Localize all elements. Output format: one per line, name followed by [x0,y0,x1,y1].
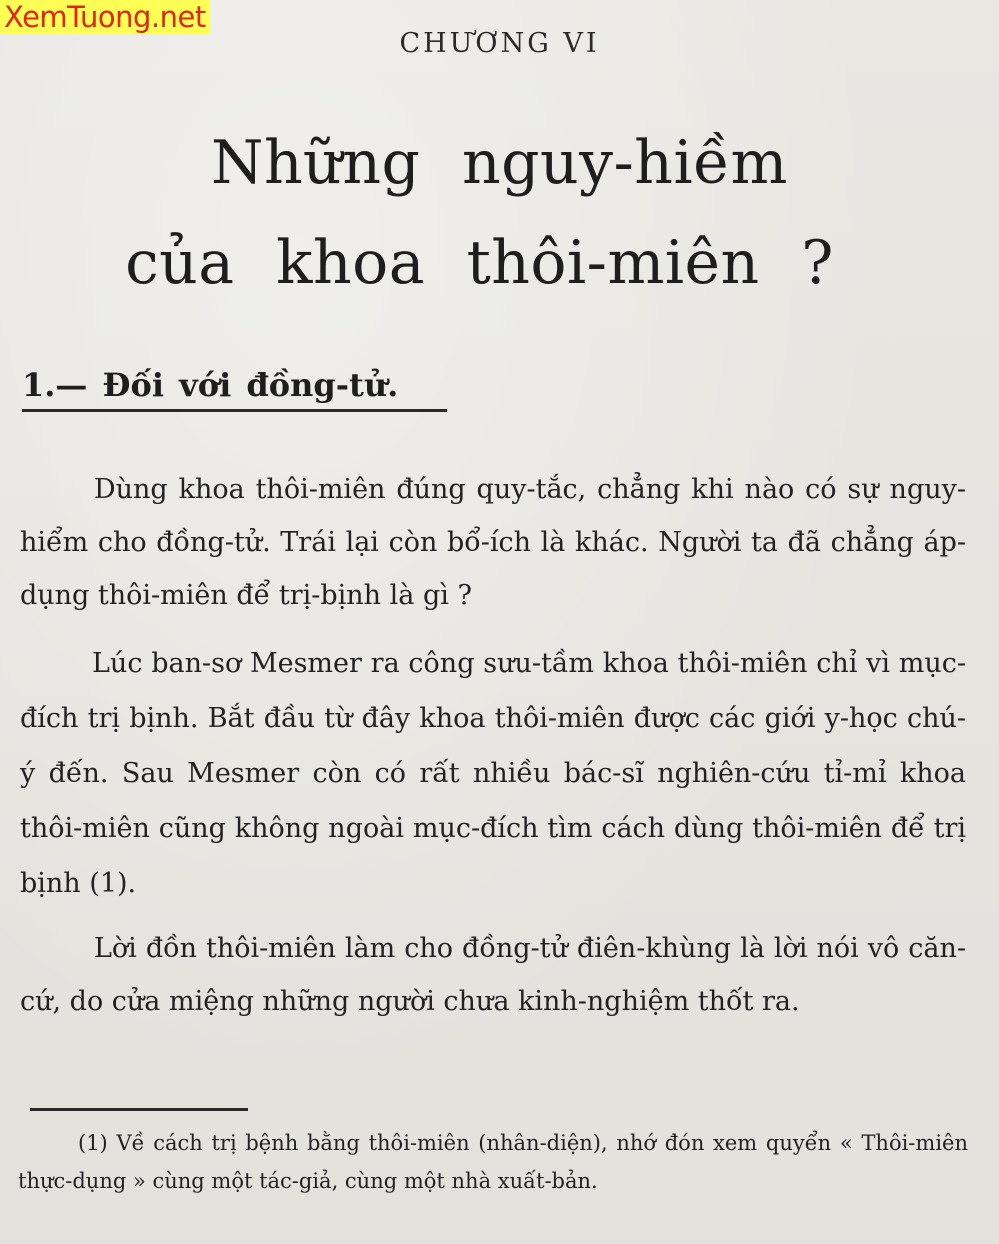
paragraph-2: Lúc ban-sơ Mesmer ra công sưu-tầm khoa thôi-miên chỉ vì mục-đích trị bịnh. Bắt đầu từ đây khoa thôi-miên được các giới y-học chú-ý đến. Sau Mesmer còn có rất nhiều bác-sĩ nghiên-cứu tỉ-mỉ khoa thôi-miên cũng không ngoài mục-đích tìm cách dùng thôi-miên để trị bịnh (1). [20,648,966,899]
footnote-separator [30,1108,248,1111]
paragraph-3: Lời đồn thôi-miên làm cho đồng-tử điên-khùng là lời nói vô căn-cứ, do cửa miệng những người chưa kinh-nghiệm thốt ra. [20,933,966,1017]
section-heading: 1.— Đối với đồng-tử. [22,366,399,404]
section-underline [22,409,447,412]
paragraph-1: Dùng khoa thôi-miên đúng quy-tắc, chẳng khi nào có sự nguy-hiểm cho đồng-tử. Trái lại còn bổ-ích là khác. Người ta đã chẳng áp-dụng thôi-miên để trị-bịnh là gì ? [20,474,966,611]
site-watermark: XemTuong.net [0,0,210,34]
footnote: (1) Về cách trị bệnh bằng thôi-miên (nhân-diện), nhớ đón xem quyển « Thôi-miên thực-dụng » cùng một tác-giả, cùng một nhà xuất-bản. [18,1131,968,1193]
chapter-title-line-1: Những nguy-hiềm [211,128,788,198]
chapter-title-line-2: của khoa thôi-miên ? [125,228,834,298]
chapter-heading: CHƯƠNG VI [399,28,600,59]
